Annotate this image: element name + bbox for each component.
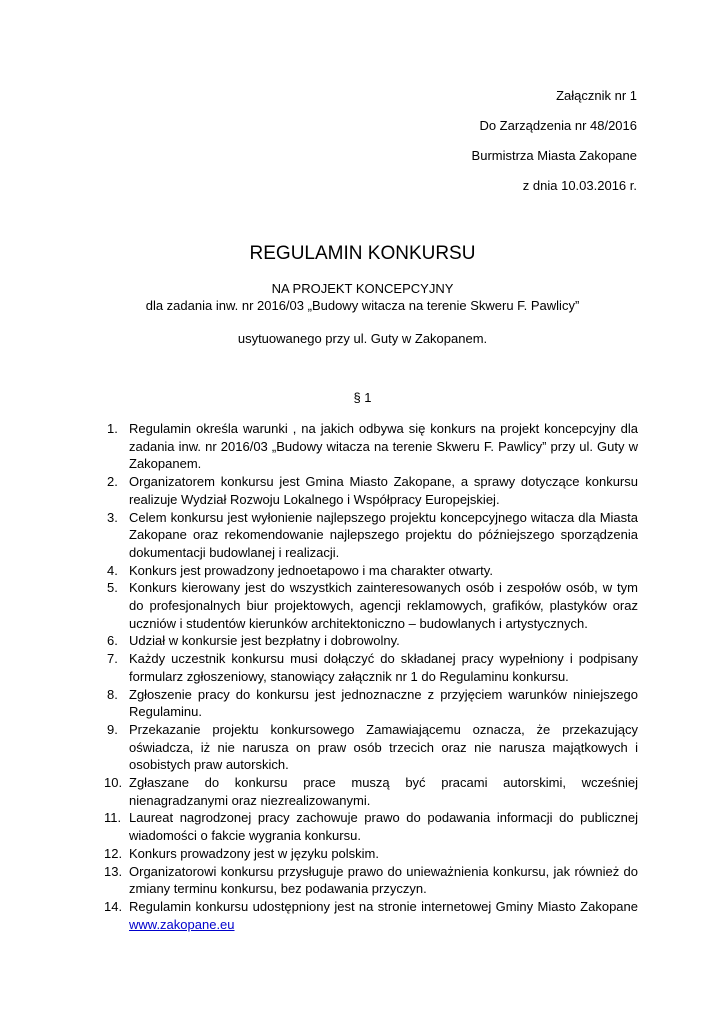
rule-text: Udział w konkursie jest bezpłatny i dobrowolny. [129, 633, 400, 649]
rule-text: Przekazanie projektu konkursowego Zamawiającemu oznacza, że przekazujący oświadcza, iż nie narusza on praw osób trzecich oraz nie narusza majątkowych i osobistych praw autorskich. [129, 721, 638, 773]
document-title: REGULAMIN KONKURSU [249, 243, 476, 264]
header-line-date: z dnia 10.03.2016 r. [522, 178, 637, 193]
header-line-ordinance: Do Zarządzenia nr 48/2016 [479, 118, 637, 133]
rule-number: 12. [104, 845, 123, 861]
rule-text: Organizatorowi konkursu przysługuje prawo do unieważnienia konkursu, jak również do zmiany terminu konkursu, bez podawania przyczyn. [129, 863, 638, 897]
rule-text: Laureat nagrodzonej pracy zachowuje prawo do podawania informacji do publicznej wiadomości o fakcie wygrania konkursu. [129, 810, 638, 844]
rule-item [104, 863, 638, 898]
rule-number: 4. [107, 562, 118, 578]
subtitle-task: dla zadania inw. nr 2016/03 „Budowy witacza na terenie Skweru F. Pawlicy” [145, 298, 580, 313]
rule-item [107, 632, 638, 650]
rule-number: 13. [104, 863, 123, 879]
rule-number: 9. [107, 721, 118, 737]
rule-item [107, 721, 638, 774]
website-link[interactable]: www.zakopane.eu [129, 916, 235, 932]
rule-item [107, 650, 638, 685]
rule-number: 8. [107, 686, 118, 702]
rule-number: 10. [104, 775, 123, 791]
rule-item [104, 809, 638, 844]
attachment-header [472, 88, 637, 208]
rule-number: 2. [107, 474, 118, 490]
rule-item [104, 898, 638, 933]
subtitle-location: usytuowanego przy ul. Guty w Zakopanem. [237, 331, 488, 346]
rule-number: 6. [107, 633, 118, 649]
rule-item [107, 562, 638, 580]
rule-item [104, 845, 638, 863]
section-heading: § 1 [353, 390, 372, 405]
rules-list [104, 420, 638, 933]
rule-text: Organizatorem konkursu jest Gmina Miasto Zakopane, a sprawy dotyczące konkursu realizuje Wydział Rozwoju Lokalnego i Współpracy Europejskiej. [129, 474, 638, 507]
rule-number: 7. [107, 651, 118, 667]
rule-item [104, 774, 638, 809]
rule-number: 11. [104, 810, 122, 826]
rule-text: Zgłoszenie pracy do konkursu jest jednoznaczne z przyjęciem warunków niniejszego Regulaminu. [129, 686, 638, 720]
rule-number: 1. [107, 421, 118, 436]
rule-text: Konkurs prowadzony jest w języku polskim. [129, 845, 379, 861]
rule-item [107, 420, 638, 473]
subtitle-project: NA PROJEKT KONCEPCYJNY [271, 281, 454, 296]
rule-text: Konkurs jest prowadzony jednoetapowo i ma charakter otwarty. [129, 562, 493, 578]
rule-text: Regulamin określa warunki , na jakich odbywa się konkurs na projekt koncepcyjny dla zadania inw. nr 2016/03 „Budowy witacza na terenie Skweru F. Pawlicy” przy ul. Guty w Zakopanem. [129, 421, 638, 472]
rule-text: Każdy uczestnik konkursu musi dołączyć do składanej pracy wypełniony i podpisany formularz zgłoszeniowy, stanowiący załącznik nr 1 do Regulaminu konkursu. [129, 651, 638, 684]
header-line-mayor: Burmistrza Miasta Zakopane [471, 148, 637, 163]
rule-item [107, 686, 638, 721]
header-line-attachment: Załącznik nr 1 [556, 88, 637, 103]
rule-item [107, 579, 638, 632]
rule-text: Zgłaszane do konkursu prace muszą być pracami autorskimi, wcześniej nienagradzanymi oraz niezrealizowanymi. [129, 775, 638, 808]
rule-number: 14. [104, 898, 123, 914]
rule-text: Konkurs kierowany jest do wszystkich zainteresowanych osób i zespołów osób, w tym do profesjonalnych biur projektowych, agencji reklamowych, grafików, plastyków oraz uczniów i studentów kierunków architektoniczno – budowlanych i artystycznych. [129, 580, 638, 631]
rule-item [107, 509, 638, 562]
rule-text: Celem konkursu jest wyłonienie najlepszego projektu koncepcyjnego witacza dla Miasta Zakopane oraz rekomendowanie najlepszego projektu do późniejszego sporządzenia dokumentacji budowlanej i realizacji. [129, 509, 638, 560]
rule-text: Regulamin konkursu udostępniony jest na stronie internetowej Gminy Miasto Zakopane [129, 898, 638, 914]
rule-number: 3. [107, 509, 118, 525]
rule-number: 5. [107, 580, 118, 596]
rule-item [107, 473, 638, 508]
